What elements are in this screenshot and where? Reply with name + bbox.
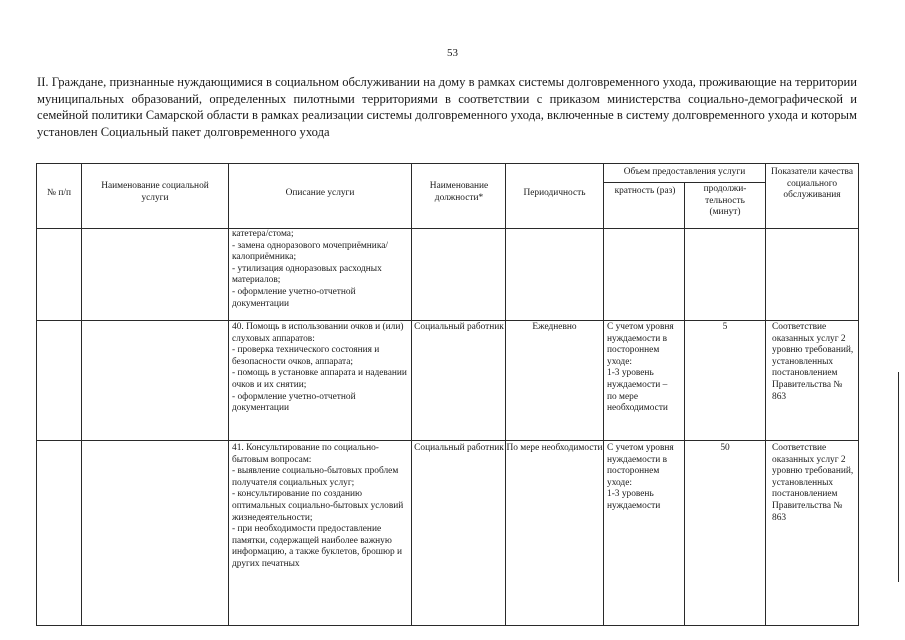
row2-position: Социальный работник	[414, 322, 504, 332]
row3-periodicity: По мере необходимости	[506, 443, 603, 453]
header-position: Наименование должности*	[429, 181, 489, 203]
header-description: Описание услуги	[285, 188, 355, 198]
services-table	[0, 163, 905, 633]
row3-frequency: С учетом уровня нуждаемости в постороннем уходе: 1-3 уровень нуждаемости	[607, 443, 674, 511]
section-heading: II. Граждане, признанные нуждающимися в социальном обслуживании на дому в рамках системы долговременного ухода, проживающие на территории муниципальных образований, определенных пилотными территориями в соответствии с приказом министерства социально-демографической и семейной политики Самарской области в рамках реализации системы долговременного ухода, включенные в систему долговременного ухода и которым установлен Социальный пакет долговременного ухода	[37, 75, 857, 139]
row3-quality: Соответствие оказанных услуг 2 уровню требований, установленных постановлением Правительства № 863	[772, 443, 854, 523]
row2-periodicity: Ежедневно	[532, 322, 577, 332]
header-quality: Показатели качества социального обслуживания	[771, 167, 853, 201]
scan-margin-mark	[898, 372, 899, 582]
page-number: 53	[447, 47, 458, 59]
row3-duration: 50	[720, 443, 730, 453]
row3-position: Социальный работник	[414, 443, 504, 453]
row1-description: катетера/стома; - замена одноразового мочеприёмника/ калоприёмника; - утилизация одноразовых расходных материалов; - оформление учетно-отчетной документации	[232, 229, 388, 309]
row2-frequency: С учетом уровня нуждаемости в постороннем уходе: 1-3 уровень нуждаемости – по мере необходимости	[607, 322, 674, 414]
row2-duration: 5	[722, 322, 728, 332]
header-duration: продолжи-тельность (минут)	[703, 184, 747, 218]
header-service-name: Наименование социальной услуги	[101, 181, 209, 203]
header-periodicity: Периодичность	[523, 188, 586, 198]
header-number: № п/п	[47, 188, 71, 198]
row2-description: 40. Помощь в использовании очков и (или) слуховых аппаратов: - проверка технического состояния и безопасности очков, аппарата; - помощь в установке аппарата и надевании очков и их снятии; - оформление учетно-отчетной документации	[232, 322, 407, 414]
header-frequency: кратность (раз)	[614, 186, 676, 196]
header-volume-group: Объем предоставления услуги	[623, 167, 746, 177]
row3-description: 41. Консультирование по социально-бытовым вопросам: - выявление социально-бытовых проблем получателя социальных услуг; - консультирование по созданию оптимальных социально-бытовых условий жизнедеятельности; - при необходимости предоставление памятки, содержащей наиболее важную информацию, а также буклетов, брошюр и других печатных	[232, 443, 404, 569]
row2-quality: Соответствие оказанных услуг 2 уровню требований, установленных постановлением Правительства № 863	[772, 322, 854, 402]
